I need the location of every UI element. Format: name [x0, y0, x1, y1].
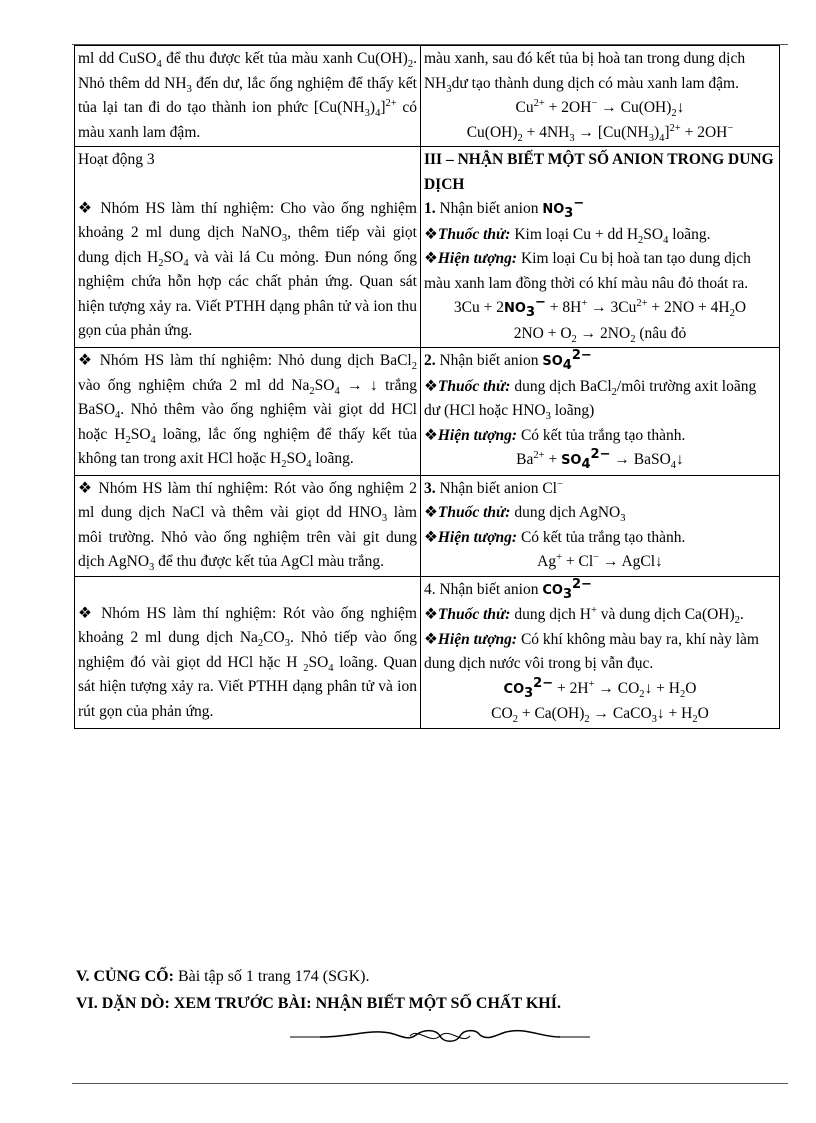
- text-run: loãng.: [668, 225, 711, 243]
- text-run: SO: [130, 425, 151, 443]
- content-line: [424, 578, 776, 604]
- equation-line: [424, 121, 776, 146]
- text-run: 4: [328, 662, 334, 674]
- text-run: ❖: [423, 426, 438, 444]
- text-run: dung dịch BaCl: [510, 377, 612, 395]
- content-line: [424, 148, 776, 197]
- text-run: Kim loại Cu + dd H: [510, 225, 639, 243]
- text-run: ml dd CuSO: [78, 50, 157, 67]
- text-run: , thêm tiếp vài giọt dung dịch H: [78, 224, 417, 266]
- text-run: 3: [364, 108, 370, 120]
- text-run: → Cu(OH): [597, 99, 672, 116]
- text-run: 2: [407, 59, 414, 71]
- text-run: 4: [581, 457, 591, 473]
- text-run: màu xanh, sau đó kết tủa bị hoà tan trong dung dịch NH: [423, 50, 746, 92]
- text-run: −: [534, 294, 546, 310]
- text-run: Kim loại Cu bị hoà tan tạo dung dịch màu xanh lam đồng thời có khí màu nâu đỏ thoát ra.: [423, 250, 751, 292]
- text-run: O: [697, 705, 709, 722]
- text-run: CO: [503, 681, 525, 697]
- content-line: [424, 477, 776, 502]
- text-run: +: [544, 451, 562, 468]
- text-run: 2: [158, 257, 164, 269]
- text-run: → [Cu(NH: [574, 123, 649, 141]
- equation-line: [424, 702, 776, 727]
- content-line: [424, 247, 776, 296]
- activity-text: [78, 47, 417, 145]
- text-run: 2+: [636, 297, 648, 309]
- text-run: Ba: [516, 451, 534, 468]
- text-run: 3: [186, 83, 192, 95]
- equation-line: [424, 448, 776, 474]
- text-run: Thuốc thử:: [437, 504, 511, 521]
- text-run: → 3Cu: [587, 299, 637, 316]
- text-run: 2: [692, 714, 698, 726]
- text-run: ): [369, 99, 376, 116]
- text-run: 2: [639, 688, 645, 700]
- equation-line: [424, 96, 776, 121]
- text-run: 2: [309, 385, 315, 397]
- text-run: 4: [306, 459, 312, 471]
- content-line: [424, 526, 776, 551]
- text-run: −: [557, 478, 563, 490]
- text-run: 2: [729, 308, 735, 320]
- content-line: [424, 197, 776, 223]
- activity-text: [78, 477, 417, 575]
- text-run: 3: [525, 305, 535, 321]
- text-run: và vài lá Cu mỏng. Đun nóng ống nghiệm chứa hỗn hợp các chất phản ứng. Quan sát hiện tượng xảy ra. Viết PTHH dạng phân tử và ion thu gọn của phản ứng.: [78, 248, 417, 339]
- lesson-table: [74, 45, 780, 729]
- text-run: ❖: [423, 630, 438, 648]
- text-run: 2−: [572, 576, 592, 592]
- activity-cell: [75, 475, 421, 576]
- text-run: ↓: [676, 99, 685, 116]
- text-run: 2: [512, 714, 518, 726]
- text-run: 2: [257, 638, 264, 650]
- text-run: 2: [611, 386, 617, 398]
- content-line: [424, 47, 776, 96]
- text-run: Hiện tượng:: [437, 630, 518, 648]
- text-run: Cu: [515, 99, 534, 116]
- text-run: dung dịch H: [510, 606, 591, 623]
- content-line: [424, 501, 776, 526]
- text-run: 4. Nhận biết anion: [423, 580, 543, 598]
- text-run: → CaCO: [589, 705, 652, 722]
- text-run: +: [590, 604, 597, 616]
- text-run: ❖: [423, 504, 438, 521]
- content-cell: [420, 475, 779, 576]
- content-line: [424, 424, 776, 449]
- text-run: 2: [571, 333, 577, 345]
- text-run: 4: [663, 234, 669, 246]
- text-run: ❖: [423, 528, 438, 546]
- text-run: 4: [670, 460, 677, 472]
- text-run: 2−: [590, 446, 611, 462]
- text-run: → 2NO: [576, 324, 631, 342]
- text-run: .: [739, 606, 744, 623]
- text-run: SO: [314, 376, 335, 394]
- spacer: [78, 578, 417, 602]
- activity-cell: [75, 147, 421, 348]
- text-run: NO: [542, 202, 565, 217]
- text-run: Thuốc thử:: [437, 606, 511, 623]
- text-run: ]: [380, 99, 386, 116]
- text-run: . Nhỏ thêm vào ống nghiệm vài giọt dd HCl hoặc H: [78, 401, 417, 443]
- text-run: Nhận biết anion Cl: [439, 479, 557, 497]
- table-row: [75, 475, 780, 576]
- text-run: 2: [734, 615, 740, 627]
- text-run: 3: [651, 714, 657, 726]
- text-run: ❖: [423, 225, 438, 243]
- activity-title: Hoạt động 3: [78, 151, 155, 168]
- text-run: ): [653, 123, 660, 141]
- text-run: 2−: [533, 675, 554, 691]
- text-run: 4: [150, 434, 156, 446]
- text-run: 2: [125, 434, 131, 446]
- text-run: loãng, lắc ống nghiệm để thấy kết tủa không tan trong axit HCl hoặc H: [78, 425, 417, 467]
- text-run: 2: [411, 361, 417, 373]
- text-run: 3: [381, 513, 388, 525]
- text-run: Hiện tượng:: [437, 426, 518, 444]
- equation-line: [424, 550, 776, 575]
- content-cell: [420, 576, 779, 728]
- text-run: −: [573, 195, 585, 211]
- content-cell: [420, 348, 779, 476]
- activity-text: [78, 349, 417, 472]
- text-run: Thuốc thử:: [437, 225, 511, 243]
- footer-consolidation-label: V. CỦNG CỐ:: [76, 968, 174, 985]
- text-run: dư tạo thành dung dịch có màu xanh lam đậm.: [451, 74, 739, 92]
- text-run: ]: [664, 123, 670, 141]
- content-line: [424, 628, 776, 677]
- content-line: [424, 223, 776, 248]
- text-run: + 4NH: [522, 123, 570, 141]
- text-run: → ↓ trắng BaSO: [78, 376, 417, 418]
- text-run: 3: [524, 685, 534, 701]
- activity-text: [78, 602, 417, 725]
- text-run: 2+: [669, 122, 681, 134]
- equation-line: [424, 296, 776, 322]
- text-run: đến dư, lắc ống nghiệm để thấy kết tủa lại tan đi do tạo thành ion phức [Cu(NH: [78, 74, 417, 116]
- table-row: [75, 46, 780, 147]
- text-run: 3: [620, 513, 626, 525]
- text-run: 2: [303, 662, 309, 674]
- text-run: 2: [671, 108, 677, 120]
- spacer: [78, 173, 417, 197]
- content-line: [424, 375, 776, 424]
- text-run: → BaSO: [610, 451, 671, 468]
- footer-homework: [76, 995, 796, 1013]
- text-run: 2: [281, 459, 287, 471]
- text-run: CO: [263, 629, 285, 646]
- text-run: + 2OH: [544, 99, 592, 116]
- text-run: 4: [659, 132, 665, 144]
- text-run: Nhận biết anion: [439, 352, 543, 369]
- text-run: vào ống nghiệm chứa 2 ml dd Na: [78, 376, 310, 394]
- text-run: 3: [648, 132, 654, 144]
- text-run: (nâu đỏ: [635, 324, 687, 342]
- text-run: 4: [375, 108, 381, 120]
- text-run: 3: [562, 586, 572, 602]
- text-run: 3: [284, 638, 290, 650]
- text-run: Có khí không màu bay ra, khí này làm dung dịch nước vôi trong bị vẫn đục.: [423, 630, 759, 672]
- text-run: và dung dịch Ca(OH): [596, 606, 735, 623]
- text-run: 3.: [423, 479, 440, 497]
- text-run: −: [593, 551, 600, 563]
- text-run: O: [734, 299, 747, 316]
- footer-consolidation: [76, 968, 796, 986]
- equation-line: [424, 677, 776, 703]
- ornament-divider: [290, 1023, 590, 1049]
- text-run: ❖: [423, 606, 438, 623]
- text-run: O: [685, 679, 697, 697]
- text-run: SO: [163, 248, 184, 266]
- text-run: CO: [542, 582, 563, 598]
- text-run: 1.: [423, 200, 440, 217]
- text-run: Có kết tủa trắng tạo thành.: [517, 528, 686, 546]
- activity-text: [78, 197, 417, 344]
- text-run: 2+: [533, 97, 545, 109]
- text-run: ❖: [423, 377, 438, 395]
- footer-homework-label: VI. DẶN DÒ:: [76, 995, 170, 1012]
- content-cell: [420, 147, 779, 348]
- table-row: [75, 576, 780, 728]
- text-run: để thu được kết tủa AgCl màu trắng.: [154, 553, 384, 570]
- text-run: ↓ + H: [644, 679, 680, 697]
- text-run: ↓: [676, 451, 684, 468]
- text-run: NO: [504, 301, 526, 316]
- content-line: [424, 603, 776, 628]
- text-run: CO: [491, 705, 513, 722]
- text-run: loãng): [550, 402, 595, 419]
- text-run: 3: [149, 562, 155, 574]
- text-run: −: [727, 122, 734, 134]
- text-run: loãng.: [311, 450, 354, 467]
- text-run: SO: [561, 453, 582, 468]
- text-run: 3: [281, 233, 288, 245]
- text-run: . Nhỏ thêm dd NH: [78, 50, 417, 92]
- activity-cell: [75, 576, 421, 728]
- text-run: 2+: [385, 97, 397, 109]
- text-run: → AgCl↓: [599, 553, 663, 570]
- text-run: ❖ Nhóm HS làm thí nghiệm: Rót vào ống nghiệm khoảng 2 ml dung dịch Na: [78, 604, 417, 646]
- text-run: 3Cu + 2: [453, 299, 504, 316]
- text-run: để thu được kết tủa màu xanh Cu(OH): [161, 50, 408, 67]
- text-run: + 2H: [553, 679, 589, 697]
- text-run: 4: [334, 385, 340, 397]
- content-line: [424, 349, 776, 375]
- text-run: +: [588, 678, 595, 690]
- equation-line: [424, 322, 776, 347]
- text-run: 2.: [423, 352, 440, 369]
- text-run: +: [581, 297, 588, 309]
- text-run: + 2NO + 4H: [647, 299, 730, 316]
- text-run: Ag: [537, 553, 557, 570]
- text-run: Cu(OH): [466, 123, 518, 141]
- text-run: 4: [562, 358, 572, 374]
- text-run: loãng. Quan sát hiện tượng xảy ra. Viết PTHH dạng phân tử và ion rút gọn của phản ứng.: [78, 653, 417, 720]
- content-cell: [420, 46, 779, 147]
- text-run: ❖ Nhóm HS làm thí nghiệm: Rót vào ống nghiệm 2 ml dung dịch NaCl và thêm vài giọt dd HNO: [78, 479, 417, 521]
- text-run: SO: [542, 354, 563, 369]
- text-run: Thuốc thử:: [437, 377, 511, 395]
- table-row: [75, 147, 780, 348]
- text-run: dung dịch AgNO: [510, 504, 621, 521]
- text-run: SO: [643, 225, 664, 243]
- text-run: Nhận biết anion: [439, 200, 543, 217]
- text-run: ❖: [423, 250, 438, 267]
- text-run: + 8H: [545, 299, 582, 316]
- text-run: + Cl: [562, 553, 594, 570]
- text-run: + Ca(OH): [517, 705, 585, 722]
- text-run: Hiện tượng:: [437, 528, 518, 546]
- text-run: SO: [308, 653, 329, 671]
- text-run: 3: [569, 132, 575, 144]
- text-run: 2: [679, 688, 686, 700]
- text-run: → CO: [594, 679, 640, 697]
- text-run: 3: [545, 411, 551, 423]
- text-run: Có kết tủa trắng tạo thành.: [517, 426, 686, 444]
- text-run: . Nhỏ tiếp vào ống nghiệm đó vài giọt dd HCl hặc H: [78, 629, 417, 671]
- activity-cell: [75, 348, 421, 476]
- text-run: ❖ Nhóm HS làm thí nghiệm: Cho vào ống nghiệm khoảng 2 ml dung dịch NaNO: [78, 199, 417, 241]
- text-run: 2−: [571, 347, 592, 363]
- text-run: Hiện tượng:: [437, 250, 518, 267]
- activity-cell: [75, 46, 421, 147]
- text-run: SO: [286, 450, 307, 467]
- text-run: 2+: [533, 449, 545, 461]
- text-run: 4: [183, 257, 189, 269]
- text-run: 4: [156, 59, 162, 71]
- text-run: 2: [517, 132, 523, 144]
- text-run: làm môi trường. Nhỏ vào ống nghiệm trên vài git dung dịch AgNO: [78, 504, 417, 570]
- text-run: ↓ + H: [656, 705, 693, 722]
- text-run: 2: [584, 714, 590, 726]
- text-run: 4: [115, 410, 121, 422]
- text-run: /môi trường axit loãng dư (HCl hoặc HNO: [423, 377, 757, 419]
- footer-consolidation-text: Bài tập số 1 trang 174 (SGK).: [173, 968, 370, 985]
- bottom-rule: [72, 1083, 788, 1084]
- text-run: 2: [630, 333, 636, 345]
- text-run: 3: [446, 83, 452, 95]
- text-run: có màu xanh lam đậm.: [78, 99, 417, 141]
- text-run: + 2OH: [680, 123, 728, 141]
- text-run: III – NHẬN BIẾT MỘT SỐ ANION TRONG DUNG DỊCH: [423, 151, 774, 193]
- footer-homework-text: XEM TRƯỚC BÀI: NHẬN BIẾT MỘT SỐ CHẤT KHÍ.: [169, 995, 561, 1012]
- text-run: +: [556, 551, 563, 563]
- table-row: [75, 348, 780, 476]
- text-run: −: [591, 97, 598, 109]
- text-run: 2NO + O: [513, 324, 572, 342]
- text-run: ❖ Nhóm HS làm thí nghiệm: Nhỏ dung dịch BaCl: [78, 352, 412, 369]
- text-run: 3: [564, 206, 574, 222]
- text-run: 2: [638, 234, 644, 246]
